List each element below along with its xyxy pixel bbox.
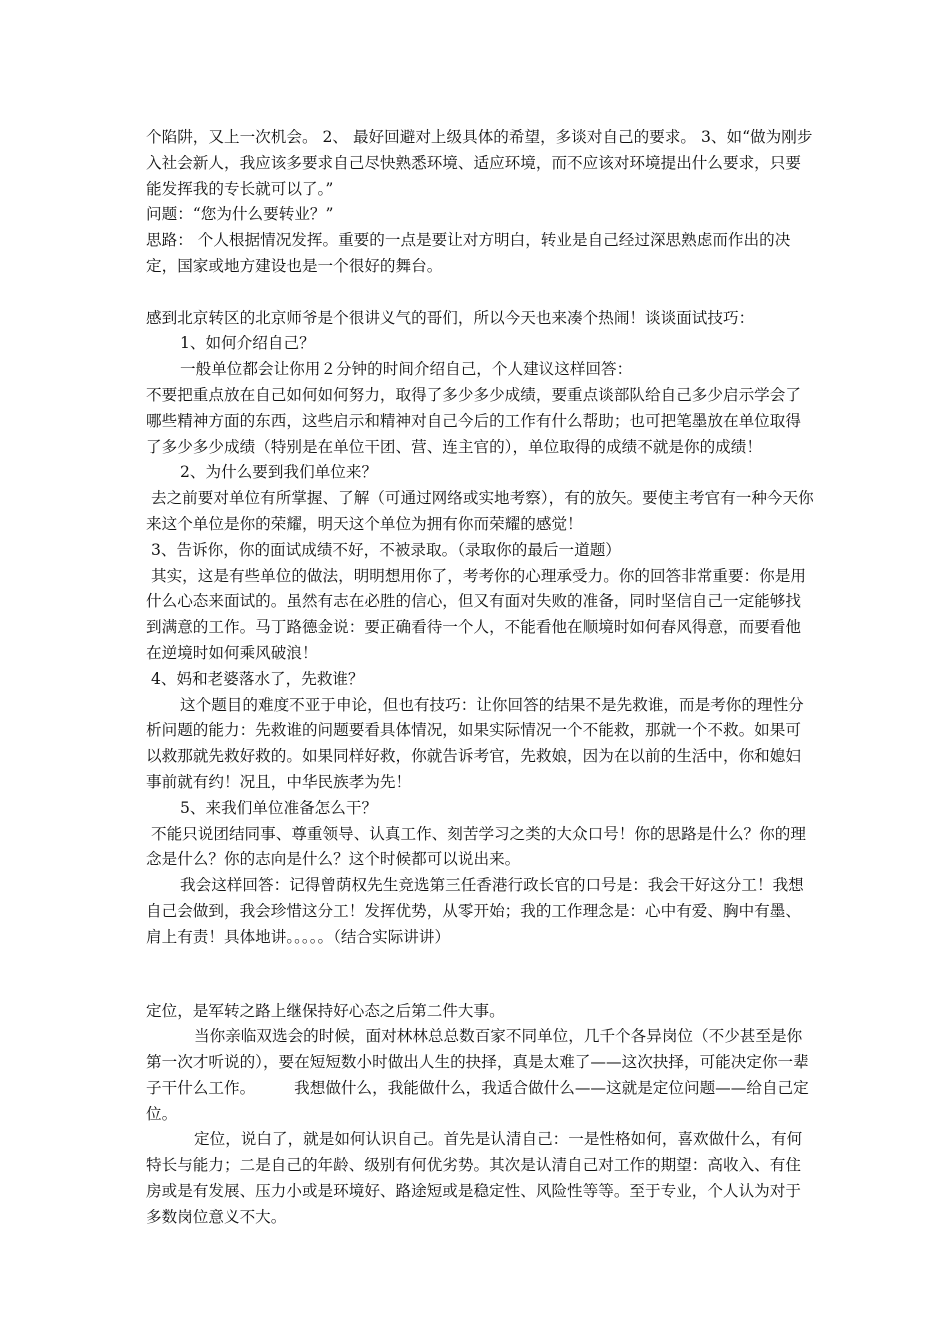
paragraph: 这个题目的难度不亚于申论，但也有技巧：让你回答的结果不是先救谁，而是考你的理性分析问题的能力：先救谁的问题要看具体情况，如果实际情况一个不能救，那就一个不救。如果可以救那就先救好救的。如果同样好救，你就告诉考官，先救娘，因为在以前的生活中，你和媳妇事前就有约！况且，中华民族孝为先！	[146, 695, 804, 791]
paragraph: 定位，是军转之路上继保持好心态之后第二件大事。	[146, 1001, 505, 1020]
paragraph: 不能只说团结同事、尊重领导、认真工作、刻苦学习之类的大众口号！你的思路是什么？你的理念是什么？你的志向是什么？这个时候都可以说出来。	[146, 824, 806, 869]
question-heading: 1、如何介绍自己？	[180, 334, 315, 353]
paragraph: 一般单位都会让你用２分钟的时间介绍自己，个人建议这样回答：	[180, 360, 633, 379]
paragraph: 思路： 个人根据情况发挥。重要的一点是要让对方明白，转业是自己经过深思熟虑而作出的决定，国家或地方建设也是一个很好的舞台。	[146, 231, 791, 275]
question-heading: 5、来我们单位准备怎么干？	[180, 798, 378, 817]
spacer	[146, 951, 814, 999]
paragraph: 个陷阱，又上一次机会。 2、 最好回避对上级具体的希望，多谈对自己的要求。 3、如“做为刚步入社会新人，我应该多要求自己尽快熟悉环境、适应环境，而不应该对环境提出什么要求，只要能发挥我的专长就可以了。”	[146, 128, 813, 198]
section-intro: 感到北京转区的北京师爷是个很讲义气的哥们，所以今天也来凑个热闹！谈谈面试技巧：	[146, 308, 755, 327]
spacer	[146, 280, 814, 306]
paragraph: 我会这样回答：记得曾荫权先生竞选第三任香港行政长官的口号是：我会干好这分工！我想自己会做到，我会珍惜这分工！发挥优势，从零开始；我的工作理念是：心中有爱、胸中有墨、肩上有责！具体地讲。。。。。（结合实际讲讲）	[146, 876, 804, 946]
paragraph: 其实，这是有些单位的做法，明明想用你了，考考你的心理承受力。你的回答非常重要：你是用什么心态来面试的。虽然有志在必胜的信心，但又有面对失败的准备，同时坚信自己一定能够找到满意的工作。马丁路德金说：要正确看待一个人，不能看他在顺境时如何春风得意，而要看他在逆境时如何乘风破浪！	[146, 566, 806, 662]
question-heading: 4、妈和老婆落水了，先救谁？	[146, 669, 364, 688]
question-heading: 2、为什么要到我们单位来？	[180, 463, 378, 482]
question-line: 问题：“您为什么要转业？”	[146, 205, 334, 224]
paragraph: 不要把重点放在自己如何如何努力，取得了多少多少成绩，要重点谈部队给自己多少启示学会了哪些精神方面的东西，这些启示和精神对自己今后的工作有什么帮助；也可把笔墨放在单位取得了多少多少成绩（特别是在单位干团、营、连主官的），单位取得的成绩不就是你的成绩！	[146, 385, 801, 456]
question-heading: 3、告诉你，你的面试成绩不好，不被录取。（录取你的最后一道题）	[146, 540, 621, 559]
paragraph: 定位，说白了，就是如何认识自己。首先是认清自己：一是性格如何，喜欢做什么，有何特长与能力；二是自己的年龄、级别有何优劣势。其次是认清自己对工作的期望：高收入、有住房或是有发展、压力小或是环境好、路途短或是稳定性、风险性等等。至于专业，个人认为对于多数岗位意义不大。	[146, 1130, 803, 1226]
document-body	[146, 125, 814, 1231]
paragraph: 去之前要对单位有所掌握、了解（可通过网络或实地考察），有的放矢。要使主考官有一种今天你来这个单位是你的荣耀，明天这个单位为拥有你而荣耀的感觉！	[146, 489, 814, 533]
paragraph: 当你亲临双选会的时候，面对林林总总数百家不同单位，几千个各异岗位（不少甚至是你第一次才听说的），要在短短数小时做出人生的抉择，真是太难了——这次抉择，可能决定你一辈子干什么工作。 我想做什么，我能做什么，我适合做什么——这就是定位问题——给自己定位。	[146, 1027, 809, 1123]
